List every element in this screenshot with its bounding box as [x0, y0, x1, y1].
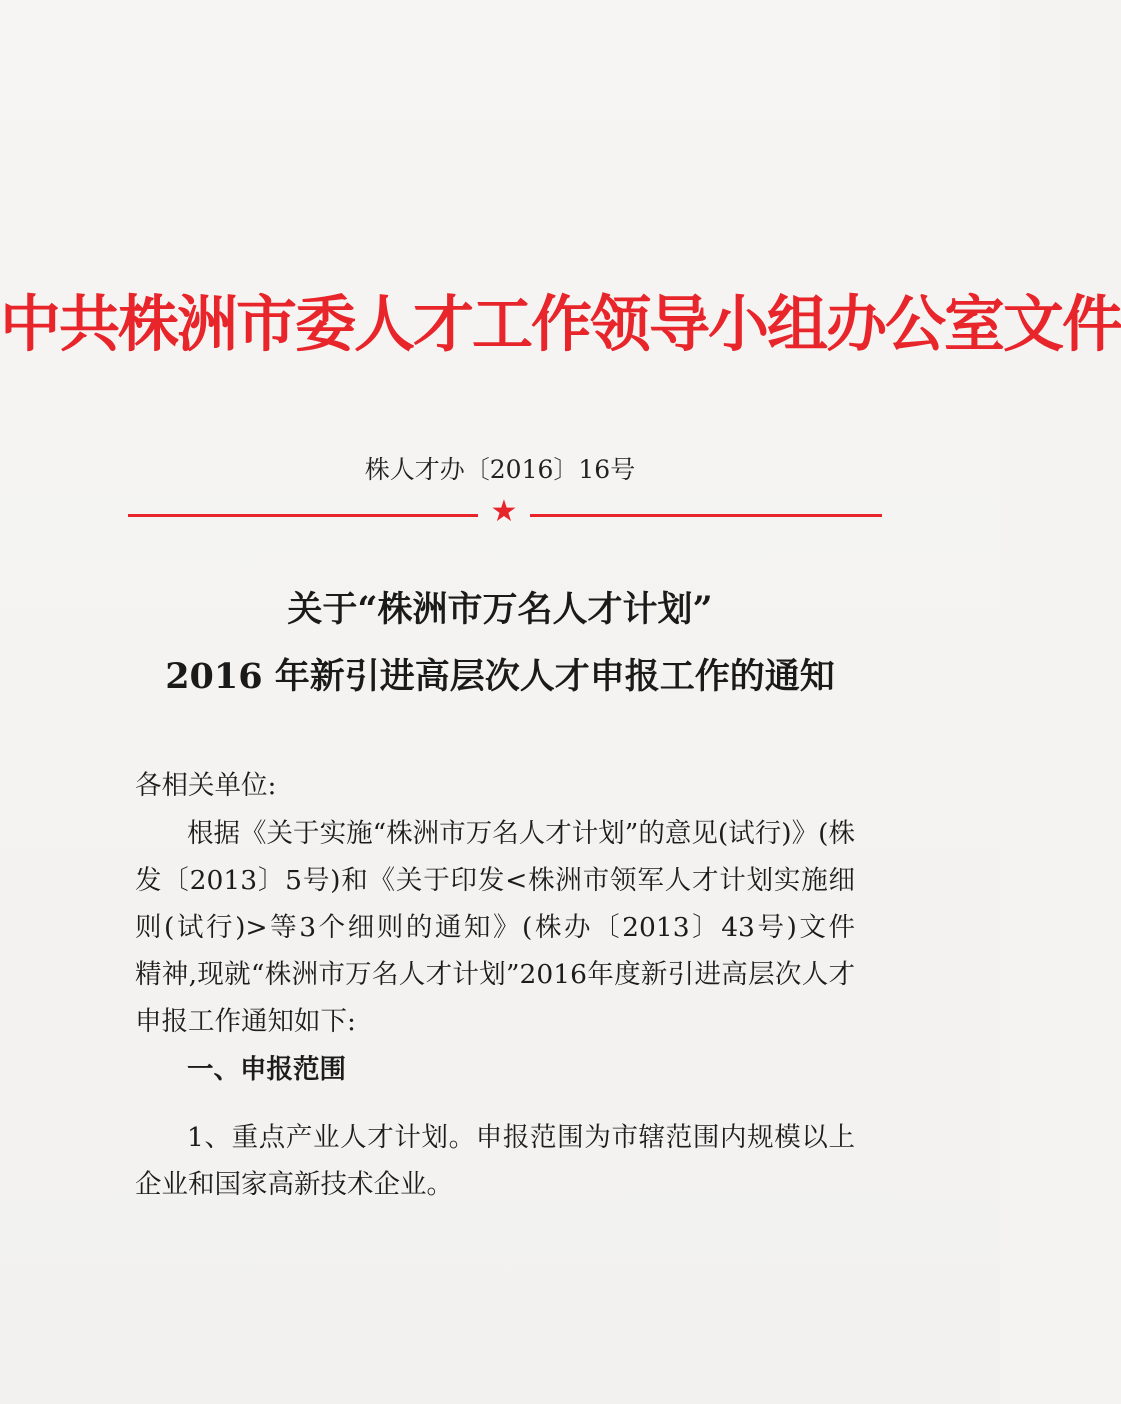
red-divider-left — [128, 514, 478, 517]
paragraph-line: 发〔2013〕5号)和《关于印发<株洲市领军人才计划实施细 — [135, 865, 855, 896]
paragraph-line: 则(试行)>等3个细则的通知》(株办〔2013〕43号)文件 — [135, 912, 855, 943]
red-star-icon: ★ — [490, 494, 518, 529]
notice-title-line2: 2016 年新引进高层次人才申报工作的通知 — [165, 656, 835, 697]
paragraph-line: 1、重点产业人才计划。申报范围为市辖范围内规模以上 — [187, 1122, 855, 1153]
paragraph-line: 精神,现就“株洲市万名人才计划”2016年度新引进高层次人才 — [135, 959, 855, 990]
paragraph-line: 企业和国家高新技术企业。 — [135, 1169, 453, 1200]
paragraph-line: 根据《关于实施“株洲市万名人才计划”的意见(试行)》(株 — [187, 818, 855, 849]
issuing-authority-header: 中共株洲市委人才工作领导小组办公室文件 — [0, 289, 1121, 360]
notice-title-line1: 关于“株洲市万名人才计划” — [287, 589, 713, 630]
salutation: 各相关单位: — [135, 770, 277, 801]
section-heading: 一、申报范围 — [187, 1054, 346, 1085]
document-number: 株人才办〔2016〕16号 — [364, 455, 636, 484]
paragraph-line: 申报工作通知如下: — [135, 1006, 356, 1037]
red-divider-right — [530, 514, 882, 517]
